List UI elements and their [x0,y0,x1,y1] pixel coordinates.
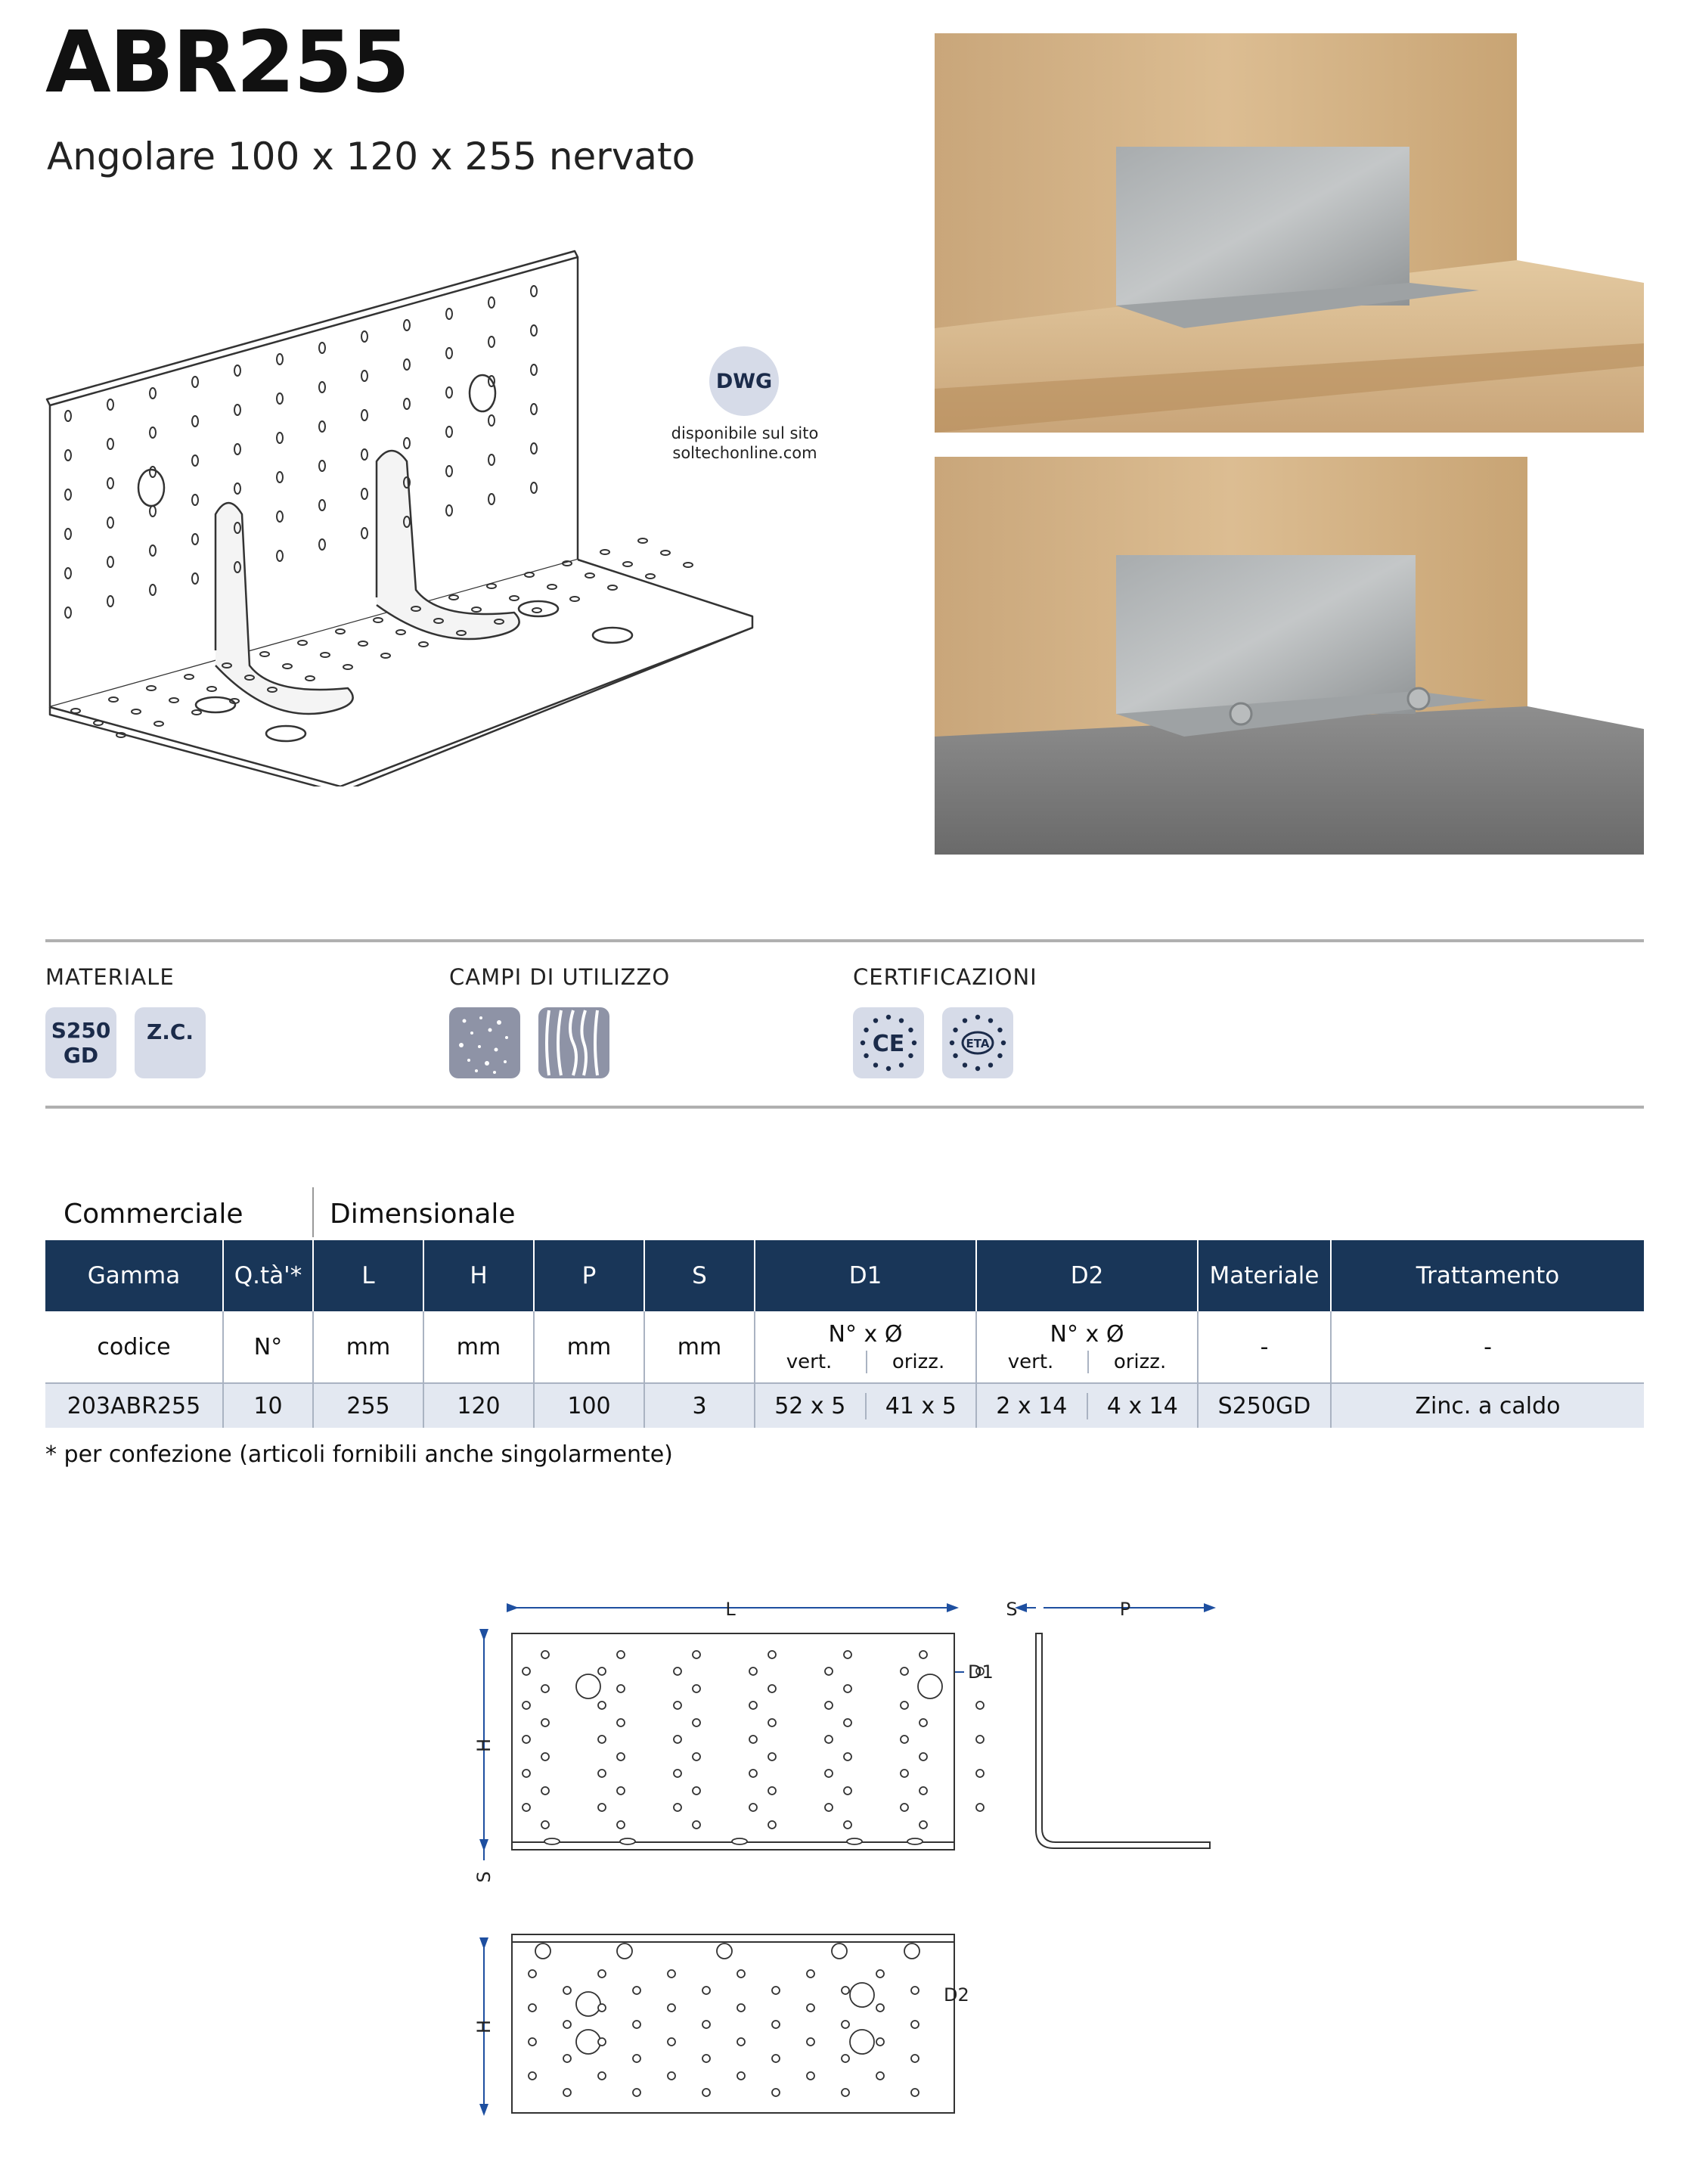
star [912,1041,916,1045]
material-tile-s250gd: S250 GD [45,1007,116,1078]
star [899,1018,904,1022]
label-d1: D1 [968,1661,994,1683]
cell-d2 [976,1383,1198,1428]
campi-utilizzo-label: CAMPI DI UTILIZZO [449,964,671,990]
hole [737,2038,745,2046]
hole [598,1770,606,1777]
hole [876,2038,884,2046]
eta-mark-icon [942,1007,1013,1078]
hole [702,2055,710,2062]
hole [617,1685,625,1692]
hole [768,1719,776,1726]
hole [749,1667,757,1675]
hole [563,2089,571,2096]
hole [563,1987,571,1994]
dwg-download-badge[interactable]: DWG [709,346,779,416]
hole [693,1651,700,1658]
star [975,1066,980,1071]
cell-p: 100 [534,1383,644,1428]
label-s-side: S [473,1871,495,1883]
large-hole [576,2030,600,2054]
hole [768,1651,776,1658]
hole [919,1651,927,1658]
material-tile-zc: Z.C. [135,1007,206,1078]
group-dimensionale: Dimensionale [330,1199,516,1230]
hole [919,1821,927,1829]
star [908,1028,913,1032]
hole [541,1753,549,1761]
hole [523,1770,530,1777]
slot-hole [847,1838,862,1844]
label-l: L [725,1599,736,1620]
th-s: S [644,1240,755,1311]
cell-d1-vert: 52 x 5 [755,1393,867,1419]
hole [976,1736,984,1743]
label-h-base: H [473,2019,495,2034]
th-trattamento: Trattamento [1331,1240,1644,1311]
hole [844,1753,851,1761]
cell-d2-orizz: 4 x 14 [1106,1392,1178,1419]
cell-materiale: S250GD [1198,1383,1331,1428]
star [950,1041,954,1045]
hole [529,2038,536,2046]
unit-d1 [755,1311,976,1383]
wood-grain-icon [538,1007,609,1078]
hole [842,2089,849,2096]
cell-h: 120 [423,1383,534,1428]
star [886,1015,891,1019]
hole [772,2021,780,2028]
divider-top [45,939,1644,942]
slot-hole [732,1838,747,1844]
hole [976,1804,984,1811]
hole [911,2021,919,2028]
star [963,1018,967,1022]
hole [633,2089,640,2096]
slot-hole [544,1838,560,1844]
hole [674,1736,681,1743]
unit-d1-orizz: orizz. [892,1350,945,1373]
star [953,1053,957,1058]
photo-bracket-on-concrete [935,457,1644,855]
hole [901,1804,908,1811]
hole [598,2004,606,2012]
th-l: L [313,1240,423,1311]
hole [541,1719,549,1726]
group-commerciale: Commerciale [64,1199,243,1230]
hole [749,1736,757,1743]
front-plate-outline [512,1633,954,1850]
hole [541,1787,549,1795]
hole [901,1667,908,1675]
unit-h: mm [423,1311,534,1383]
star [861,1041,865,1045]
hole [911,2055,919,2062]
hole [842,2055,849,2062]
hole [911,2089,919,2096]
unit-d1-sub [756,1351,975,1373]
hole [911,1987,919,1994]
iso-base-hole [646,574,655,579]
unit-qta: N° [223,1311,313,1383]
hole [807,1970,814,1978]
hole [617,1787,625,1795]
hole [844,1719,851,1726]
unit-gamma: codice [45,1311,223,1383]
hole [529,2004,536,2012]
hole [844,1651,851,1658]
unit-l: mm [313,1311,423,1383]
divider-bottom [45,1106,1644,1109]
hole [919,1753,927,1761]
slot-hole [907,1838,923,1844]
star [873,1063,878,1067]
hole [825,1770,833,1777]
large-hole [576,1992,600,2016]
hole [633,2021,640,2028]
hole [702,1987,710,1994]
hole [617,1753,625,1761]
star [864,1053,868,1058]
unit-d2-vert: vert. [1007,1350,1054,1373]
hole [563,2021,571,2028]
star [908,1053,913,1058]
hole [976,1702,984,1709]
iso-base-hole [94,721,103,725]
label-p: P [1119,1599,1131,1620]
hole [876,1970,884,1978]
hole [674,1804,681,1811]
hole [919,1787,927,1795]
technical-drawings [454,1581,1225,2140]
hole [598,2038,606,2046]
cell-qta: 10 [223,1383,313,1428]
star [864,1028,868,1032]
hole [668,2004,675,2012]
dwg-note-line1: disponibile sul sito [671,424,819,442]
unit-d2-formula: N° x Ø [1050,1320,1124,1348]
hole [674,1702,681,1709]
slot-hole [620,1838,635,1844]
hole [598,2072,606,2080]
table-header-row [45,1240,1644,1311]
star [963,1063,967,1067]
specification-table [45,1240,1644,1428]
iso-base-hole [661,551,670,555]
hole [668,2072,675,2080]
unit-d2 [976,1311,1198,1383]
hole [598,1702,606,1709]
hole [901,1702,908,1709]
hole [844,1821,851,1829]
cell-d2-vert: 2 x 14 [977,1393,1088,1419]
th-d1: D1 [755,1240,976,1311]
star [1001,1041,1006,1045]
unit-p: mm [534,1311,644,1383]
hole [693,1753,700,1761]
hole [617,1651,625,1658]
unit-d2-sub [978,1351,1196,1373]
hole [825,1804,833,1811]
hole [693,1821,700,1829]
th-gamma: Gamma [45,1240,223,1311]
footnote: * per confezione (articoli fornibili anche singolarmente) [45,1441,673,1468]
table-row [45,1383,1644,1428]
hole [768,1753,776,1761]
unit-d1-formula: N° x Ø [828,1320,903,1348]
hole [674,1667,681,1675]
iso-base-hole [623,562,632,566]
bolt-hole [617,1944,632,1959]
star [886,1066,891,1071]
hole [668,2038,675,2046]
star [988,1018,993,1022]
hole [523,1736,530,1743]
hole [693,1787,700,1795]
hole [598,1736,606,1743]
hole [768,1787,776,1795]
hole [844,1685,851,1692]
hole [598,1804,606,1811]
large-hole [918,1674,942,1698]
hole [598,1970,606,1978]
hole [772,1987,780,1994]
hole [825,1736,833,1743]
hole [529,1970,536,1978]
hole [807,2072,814,2080]
hole [523,1804,530,1811]
star [997,1053,1002,1058]
certificazioni-label: CERTIFICAZIONI [853,964,1037,990]
unit-d2-orizz: orizz. [1113,1350,1167,1373]
cell-d1 [755,1383,976,1428]
bolt-hole [717,1944,732,1959]
concrete-icon [449,1007,520,1078]
hole [876,2004,884,2012]
dwg-note-line2: soltechonline.com [672,444,817,462]
cell-trattamento: Zinc. a caldo [1331,1383,1644,1428]
star [997,1028,1002,1032]
bolt-hole [832,1944,847,1959]
hole [702,2021,710,2028]
hole [702,2089,710,2096]
hole [541,1651,549,1658]
large-hole [850,1983,874,2007]
hole [749,1702,757,1709]
hole [807,2004,814,2012]
cell-l: 255 [313,1383,423,1428]
hole [737,2004,745,2012]
label-h-front: H [473,1738,495,1753]
group-divider [312,1187,314,1237]
hole [523,1667,530,1675]
hole [617,1719,625,1726]
product-subtitle: Angolare 100 x 120 x 255 nervato [47,135,696,178]
hole [633,1987,640,1994]
hole [825,1667,833,1675]
iso-base-hole [638,538,647,543]
unit-materiale: - [1198,1311,1331,1383]
svg-text:ETA: ETA [966,1037,990,1050]
bolt-hole [535,1944,550,1959]
side-profile-outline [1036,1633,1210,1848]
unit-d1-vert: vert. [786,1350,833,1373]
th-qta: Q.tà'* [223,1240,313,1311]
label-d2: D2 [944,1984,969,2006]
star [953,1028,957,1032]
large-hole [576,1674,600,1698]
hole [749,1804,757,1811]
hole [617,1821,625,1829]
hole [668,1970,675,1978]
hole [842,2021,849,2028]
hole [598,1667,606,1675]
iso-base-hole [684,563,693,567]
iso-base-hole [600,550,609,554]
hole [772,2055,780,2062]
photo-bracket-on-wood [935,33,1644,433]
hole [693,1719,700,1726]
cell-s: 3 [644,1383,755,1428]
cell-gamma: 203ABR255 [45,1383,223,1428]
dwg-availability-note [658,423,832,463]
hole [807,2038,814,2046]
hole [768,1821,776,1829]
hole [901,1736,908,1743]
hole [749,1770,757,1777]
svg-text:CE: CE [872,1031,905,1057]
hole [844,1787,851,1795]
hole [541,1685,549,1692]
hole [563,2055,571,2062]
th-materiale: Materiale [1198,1240,1331,1311]
hole [737,2072,745,2080]
hole [674,1770,681,1777]
large-hole [850,2030,874,2054]
bolt-hole [904,1944,919,1959]
unit-trattamento: - [1331,1311,1644,1383]
hole [541,1821,549,1829]
hole [919,1719,927,1726]
hole [976,1770,984,1777]
hole [633,2055,640,2062]
cell-d1-orizz: 41 x 5 [885,1392,957,1419]
hole [876,2072,884,2080]
th-h: H [423,1240,534,1311]
table-units-row [45,1311,1644,1383]
materiale-label: MATERIALE [45,964,175,990]
star [975,1015,980,1019]
th-p: P [534,1240,644,1311]
th-d2: D2 [976,1240,1198,1311]
unit-s: mm [644,1311,755,1383]
star [873,1018,878,1022]
star [988,1063,993,1067]
isometric-bracket-drawing [30,242,771,786]
star [899,1063,904,1067]
product-title: ABR255 [45,14,409,112]
ce-mark-icon [853,1007,924,1078]
hole [901,1770,908,1777]
label-s-top: S [1006,1599,1018,1620]
hole [529,2072,536,2080]
hole [772,2089,780,2096]
hole [825,1702,833,1709]
base-plate-outline [512,1934,954,2113]
hole [693,1685,700,1692]
hole [523,1702,530,1709]
hole [768,1685,776,1692]
hole [737,1970,745,1978]
hole [842,1987,849,1994]
